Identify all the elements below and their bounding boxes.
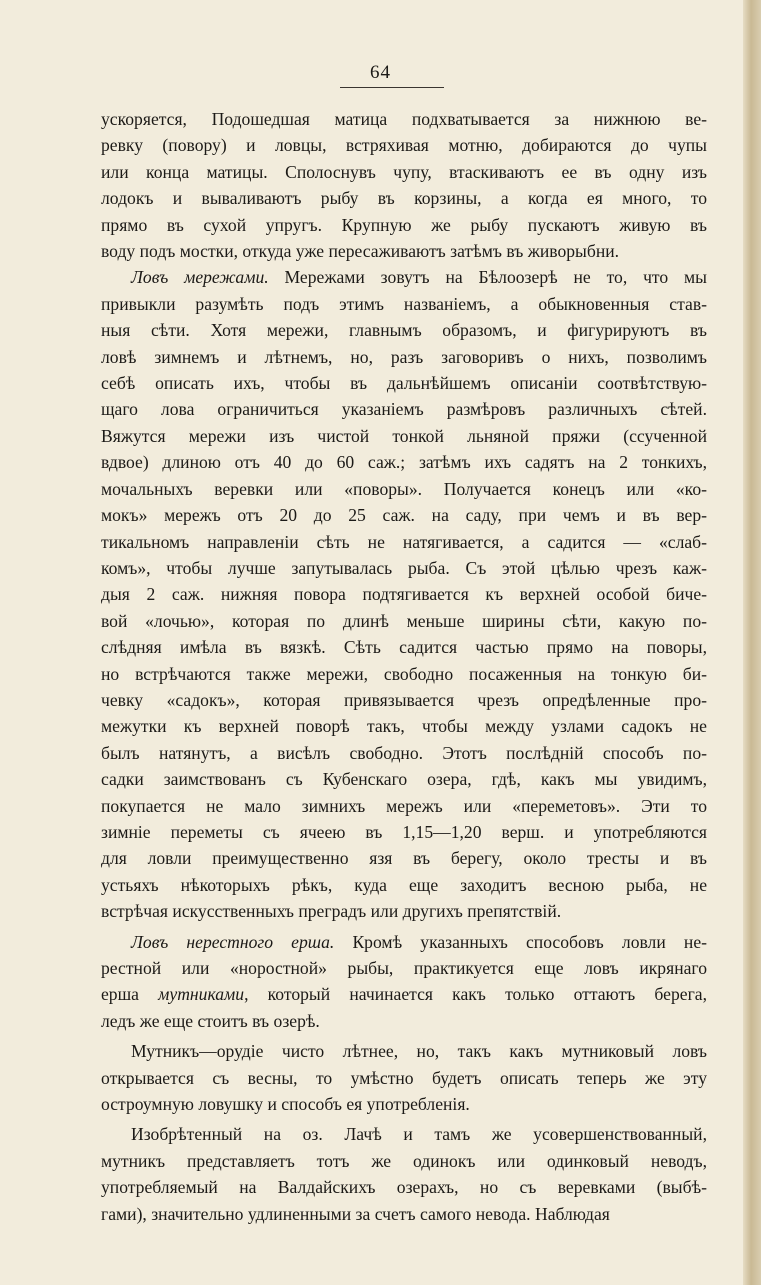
- text-line: зимніе переметы съ ячеею въ 1,15—1,20 верш. и употребляются: [101, 821, 707, 842]
- section-heading: Ловъ мережами.: [131, 267, 269, 288]
- header-rule: [340, 87, 444, 88]
- text-line: мочальныхъ веревки или «поворы». Получается конецъ или «ко-: [101, 478, 707, 499]
- text-line: чевку «садокъ», которая привязывается чрезъ опредѣленные про-: [101, 689, 707, 710]
- text-line: встрѣчая искусственныхъ преградъ или другихъ препятствій.: [101, 901, 562, 922]
- paragraph: [101, 1038, 707, 1117]
- section-heading: Ловъ нерестного ерша.: [131, 931, 335, 952]
- text-line: садки заимствованъ съ Кубенскаго озера, гдѣ, какъ мы увидимъ,: [101, 769, 707, 790]
- text-line: рестной или «норостной» рыбы, практикуется еще ловъ икрянаго: [101, 958, 707, 978]
- text-line: ускоряется, Подошедшая матица подхватывается за нижнюю ве-: [101, 109, 707, 129]
- text-line: межутки къ верхней поворѣ такъ, чтобы между узлами садокъ не: [101, 716, 707, 737]
- text-line: гами), значительно удлиненными за счетъ самого невода. Наблюдая: [101, 1203, 610, 1224]
- page-edge-shadow: [743, 0, 761, 1285]
- text-line: Ловъ нерестного ерша. Кромѣ указанныхъ способовъ ловли не-: [131, 931, 708, 952]
- text-line: открывается съ весны, то умѣстно будетъ описать теперь же эту: [101, 1067, 707, 1088]
- text-line: Изобрѣтенный на оз. Лачѣ и тамъ же усовершенствованный,: [131, 1124, 707, 1145]
- text-line: употребляемый на Валдайскихъ озерахъ, но съ веревками (выбѣ-: [101, 1177, 707, 1198]
- text-line: Мутникъ—орудіе чисто лѣтнее, но, такъ какъ мутниковый ловъ: [131, 1041, 707, 1062]
- text-line: но встрѣчаются также мережи, свободно посаженныя на тонкую би-: [101, 663, 707, 684]
- text-line: мутникъ представляетъ тотъ же одинокъ или одинковый неводъ,: [101, 1150, 707, 1171]
- text-line: прямо въ сухой упругъ. Крупную же рыбу пускаютъ живую въ: [101, 214, 707, 235]
- text-line: былъ натянутъ, а висѣлъ свободно. Этотъ послѣдній способъ по-: [101, 742, 707, 763]
- text-line: комъ», чтобы лучше запутывалась рыба. Съ этой цѣлью чрезъ каж-: [101, 557, 707, 578]
- page-number: 64: [370, 62, 391, 83]
- text-line: вой «лочью», которая по длинѣ меньше ширины сѣти, какую по-: [101, 610, 707, 631]
- text-line: остроумную ловушку и способъ ея употребленія.: [101, 1094, 470, 1115]
- text-line: лодокъ и вываливаютъ рыбу въ корзины, а когда ея много, то: [101, 188, 707, 209]
- text-line: вдвое) длиною отъ 40 до 60 саж.; затѣмъ ихъ садятъ на 2 тонкихъ,: [101, 452, 707, 473]
- paragraph: [101, 264, 707, 924]
- text-line: ерша мутниками, который начинается какъ только оттаютъ берега,: [101, 984, 707, 1005]
- text-line: слѣдняя имѣла въ вязкѣ. Сѣть садится частью прямо на поворы,: [101, 637, 707, 658]
- inline-italic-term: мутниками: [158, 984, 245, 1005]
- paragraph: [101, 929, 707, 1035]
- text-line: дыя 2 саж. нижняя повора подтягивается къ верхней особой биче-: [101, 584, 707, 605]
- text-line: Вяжутся мережи изъ чистой тонкой льняной пряжи (ссученной: [101, 425, 707, 446]
- paragraph: [101, 1121, 707, 1227]
- text-line: себѣ описать ихъ, чтобы въ дальнѣйшемъ описаніи соотвѣтствую-: [101, 373, 707, 394]
- text-line: мокъ» мережъ отъ 20 до 25 саж. на саду, при чемъ и въ вер-: [101, 505, 707, 526]
- text-line: или конца матицы. Сполоснувъ чупу, втаскиваютъ ее въ одну изъ: [101, 161, 707, 182]
- text-line: устьяхъ нѣкоторыхъ рѣкъ, куда еще заходитъ весною рыба, не: [101, 874, 707, 895]
- text-line: ловѣ зимнемъ и лѣтнемъ, но, разъ заговоривъ о нихъ, позволимъ: [101, 346, 707, 367]
- text-line: для ловли преимущественно язя въ берегу, около тресты и въ: [101, 848, 707, 869]
- text-line: щаго лова ограничиться указаніемъ размѣровъ различныхъ сѣтей.: [101, 399, 707, 420]
- text-line: ледъ же еще стоитъ въ озерѣ.: [101, 1010, 320, 1031]
- paragraph: [101, 106, 707, 264]
- text-line: Ловъ мережами. Мережами зовутъ на Бѣлоозерѣ не то, что мы: [131, 267, 707, 288]
- page-body: [101, 106, 707, 1227]
- text-line: ревку (повору) и ловцы, встряхивая мотню, добираются до чупы: [101, 135, 707, 156]
- text-line: покупается не мало зимнихъ мережъ или «переметовъ». Эти то: [101, 795, 707, 816]
- text-line: ныя сѣти. Хотя мережи, главнымъ образомъ, и фигурируютъ въ: [101, 320, 707, 341]
- text-line: привыкли разумѣть подъ этимъ названіемъ, а обыкновенныя став-: [101, 293, 707, 314]
- text-line: воду подъ мостки, откуда уже пересаживаютъ затѣмъ въ живорыбни.: [101, 241, 620, 262]
- text-line: тикальномъ направленіи сѣть не натягивается, а садится — «слаб-: [101, 531, 707, 552]
